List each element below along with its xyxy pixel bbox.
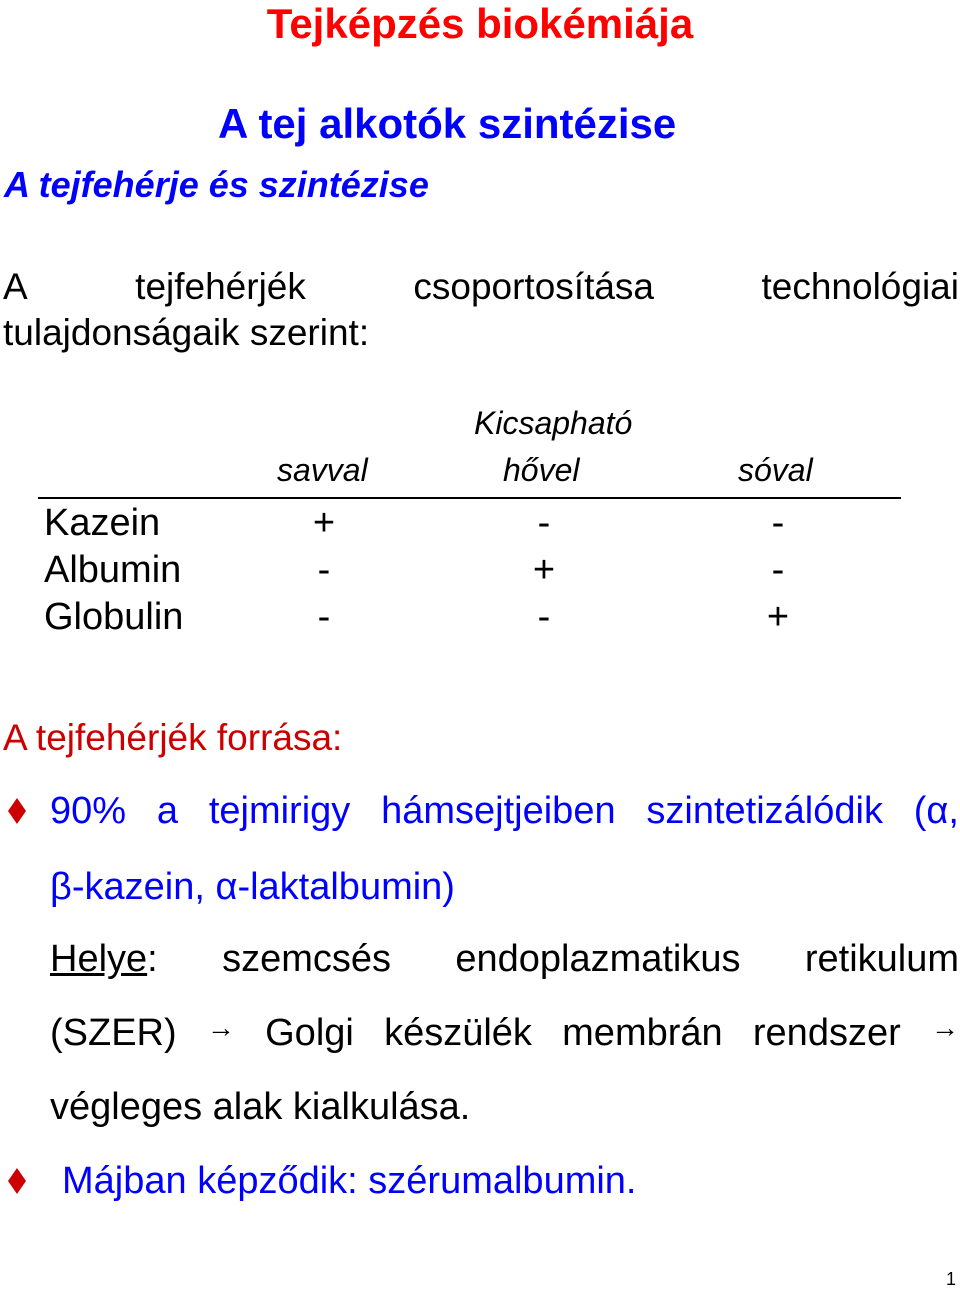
table-cell: + <box>532 549 556 591</box>
bullet-word: szintetizálódik <box>646 790 883 832</box>
table-cell: - <box>771 549 785 591</box>
bullet-word: tejmirigy <box>208 790 351 832</box>
column-header-hovel: hővel <box>503 452 580 488</box>
location-word: (SZER) <box>50 1012 177 1054</box>
intro-line-1 <box>3 266 959 308</box>
subtitle: A tej alkotók szintézise <box>218 100 677 147</box>
column-header-soval: sóval <box>738 452 813 488</box>
bullet-word: a <box>156 790 179 832</box>
location-word: Golgi <box>265 1012 354 1054</box>
intro-word: technológiai <box>761 266 959 307</box>
location-label: Helye <box>50 938 148 980</box>
location-line-1 <box>50 938 959 981</box>
location-word: membrán <box>562 1012 723 1054</box>
diamond-bullet-icon <box>8 798 26 824</box>
diamond-bullet-icon <box>8 1168 26 1194</box>
page-title: Tejképzés biokémiája <box>266 0 694 47</box>
table-cell: + <box>766 596 790 638</box>
bullet-1-line-1 <box>50 790 959 833</box>
bullet-word: (α, <box>913 790 959 832</box>
arrow-right-icon: → <box>930 1012 959 1043</box>
intro-line-2: tulajdonságaik szerint: <box>3 312 370 353</box>
bullet-word: 90% <box>50 790 127 832</box>
column-header-savval: savval <box>277 452 368 488</box>
row-label-kazein: Kazein <box>44 502 161 544</box>
row-label-globulin: Globulin <box>44 596 184 638</box>
location-word: endoplazmatikus <box>455 938 741 980</box>
table-divider <box>38 497 901 499</box>
arrow-right-icon: → <box>206 1012 235 1043</box>
section-heading: A tejfehérje és szintézise <box>4 164 429 205</box>
table-cell: - <box>537 502 551 544</box>
bullet-1-line-2: β-kazein, α-laktalbumin) <box>50 866 455 908</box>
location-word: készülék <box>384 1012 532 1054</box>
source-label: A tejfehérjék forrása: <box>3 717 343 758</box>
location-line-2 <box>50 1012 959 1055</box>
page-number: 1 <box>945 1269 956 1289</box>
location-word: retikulum <box>804 938 959 980</box>
row-label-albumin: Albumin <box>44 549 182 591</box>
intro-word: A <box>3 266 28 307</box>
bullet-2: Májban képződik: szérumalbumin. <box>62 1160 637 1202</box>
table-cell: - <box>317 549 331 591</box>
table-cell: + <box>312 502 336 544</box>
table-cell: - <box>317 596 331 638</box>
intro-word: tejfehérjék <box>135 266 306 307</box>
location-colon: : <box>147 938 158 980</box>
location-word: szemcsés <box>222 938 391 980</box>
location-line-3: végleges alak kialkulása. <box>50 1086 471 1128</box>
table-cell: - <box>771 502 785 544</box>
intro-word: csoportosítása <box>413 266 655 307</box>
table-cell: - <box>537 596 551 638</box>
location-word: rendszer <box>752 1012 901 1054</box>
bullet-word: hámsejtjeiben <box>381 790 616 832</box>
location-label-group <box>50 938 158 981</box>
table-group-header: Kicsapható <box>474 405 633 441</box>
